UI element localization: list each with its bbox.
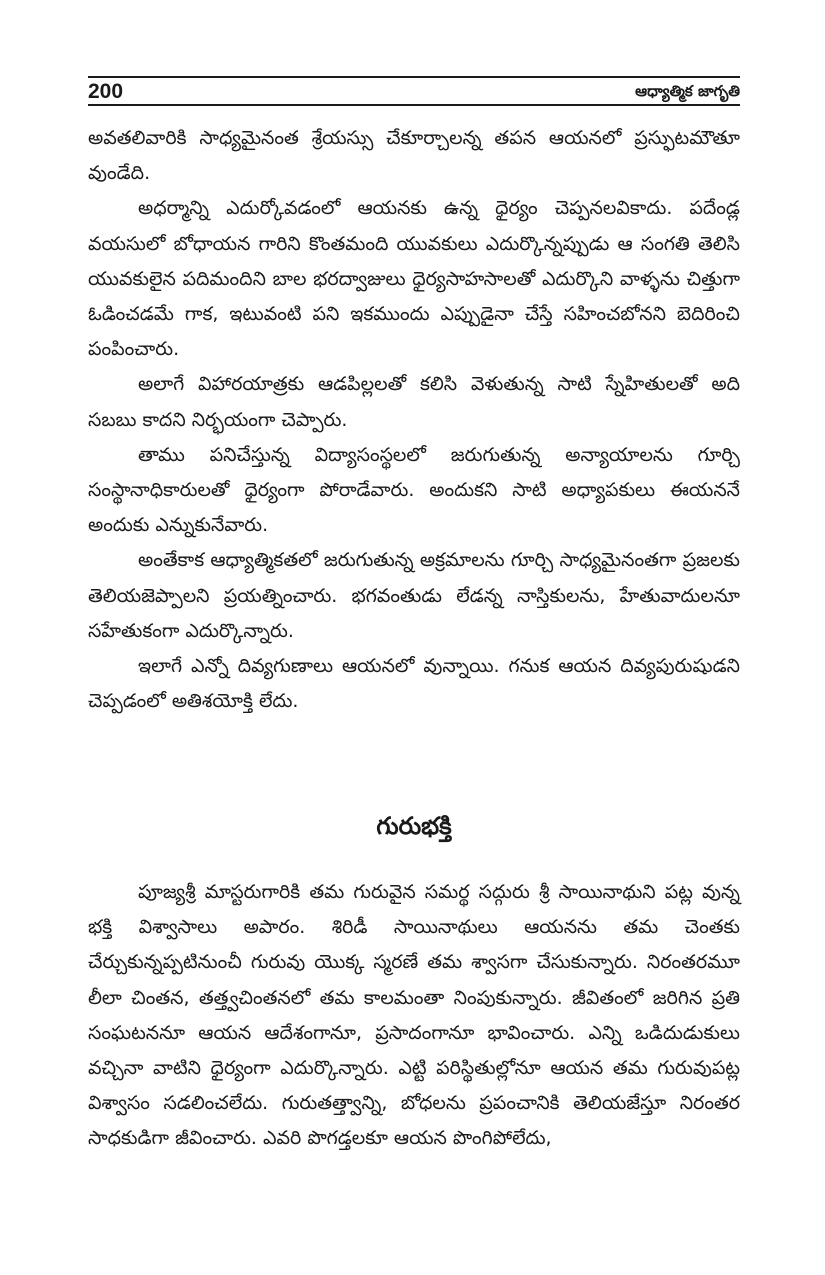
- running-title: ఆధ్యాత్మిక జాగృతి: [635, 81, 740, 100]
- book-page: [88, 0, 740, 1275]
- paragraph: అంతేకాక ఆధ్యాత్మికతలో జరుగుతున్న అక్రమాలను గూర్చి సాధ్యమైనంతగా ప్రజలకు తెలియజెప్పాలని ప్రయత్నించారు. భగవంతుడు లేడన్న నాస్తికులను, హేతువాదులనూ సహేతుకంగా ఎదుర్కొన్నారు.: [88, 549, 740, 642]
- paragraph: పూజ్యశ్రీ మాస్టరుగారికి తమ గురువైన సమర్థ సద్గురు శ్రీ సాయినాథుని పట్ల వున్న భక్తి విశ్వాసాలు అపారం. శిరిడీ సాయినాథులు ఆయనను తమ చెంతకు చేర్చుకున్నప్పటినుంచీ గురువు యొక్క స్మరణే తమ శ్వాసగా చేసుకున్నారు. నిరంతరమూ లీలా చింతన, తత్త్వచింతనలో తమ కాలమంతా నింపుకున్నారు. జీవితంలో జరిగిన ప్రతి సంఘటననూ ఆయన ఆదేశంగానూ, ప్రసాదంగానూ భావించారు. ఎన్ని ఒడిదుడుకులు వచ్చినా వాటిని ధైర్యంగా ఎదుర్కొన్నారు. ఎట్టి పరిస్థితుల్లోనూ ఆయన తమ గురువుపట్ల విశ్వాసం సడలించలేదు. గురుతత్త్వాన్ని, బోధలను ప్రపంచానికి తెలియజేస్తూ నిరంతర సాధకుడిగా జీవించారు. ఎవరి పొగడ్తలకూ ఆయన పొంగిపోలేదు,: [88, 881, 740, 1150]
- paragraph: అవతలివారికి సాధ్యమైనంత శ్రేయస్సు చేకూర్చాలన్న తపన ఆయనలో ప్రస్ఫుటమౌతూ వుండేది.: [88, 127, 740, 185]
- paragraph: అలాగే విహారయాత్రకు ఆడపిల్లలతో కలిసి వెళుతున్న సాటి స్నేహితులతో అది సబబు కాదని నిర్భయంగా చెప్పారు.: [88, 373, 740, 431]
- section-heading: గురుభక్తి: [376, 812, 452, 840]
- paragraph: తాము పనిచేస్తున్న విద్యాసంస్థలలో జరుగుతున్న అన్యాయాలను గూర్చి సంస్థానాధికారులతో ధైర్యంగా పోరాడేవారు. అందుకని సాటి అధ్యాపకులు ఈయననే అందుకు ఎన్నుకునేవారు.: [88, 443, 740, 537]
- paragraph: అధర్మాన్ని ఎదుర్కోవడంలో ఆయనకు ఉన్న ధైర్యం చెప్పనలవికాదు. పదేండ్ల వయసులో బోధాయన గారిని కొంతమంది యువకులు ఎదుర్కొన్నప్పుడు ఆ సంగతి తెలిసి యువకులైన పదిమందిని బాల భరద్వాజులు ధైర్యసాహసాలతో ఎదుర్కొని వాళ్ళను చిత్తుగా ఓడించడమే గాక, ఇటువంటి పని ఇకముందు ఎప్పుడైనా చేస్తే సహించబోనని బెదిరించి పంపించారు.: [88, 197, 740, 361]
- body-text: [88, 121, 740, 719]
- paragraph: ఇలాగే ఎన్నో దివ్యగుణాలు ఆయనలో వున్నాయి. గనుక ఆయన దివ్యపురుషుడని చెప్పడంలో అతిశయోక్తి లేదు.: [88, 655, 740, 713]
- section-body-text: [88, 875, 740, 1157]
- page-number: 200: [88, 79, 124, 103]
- running-header: [88, 76, 740, 106]
